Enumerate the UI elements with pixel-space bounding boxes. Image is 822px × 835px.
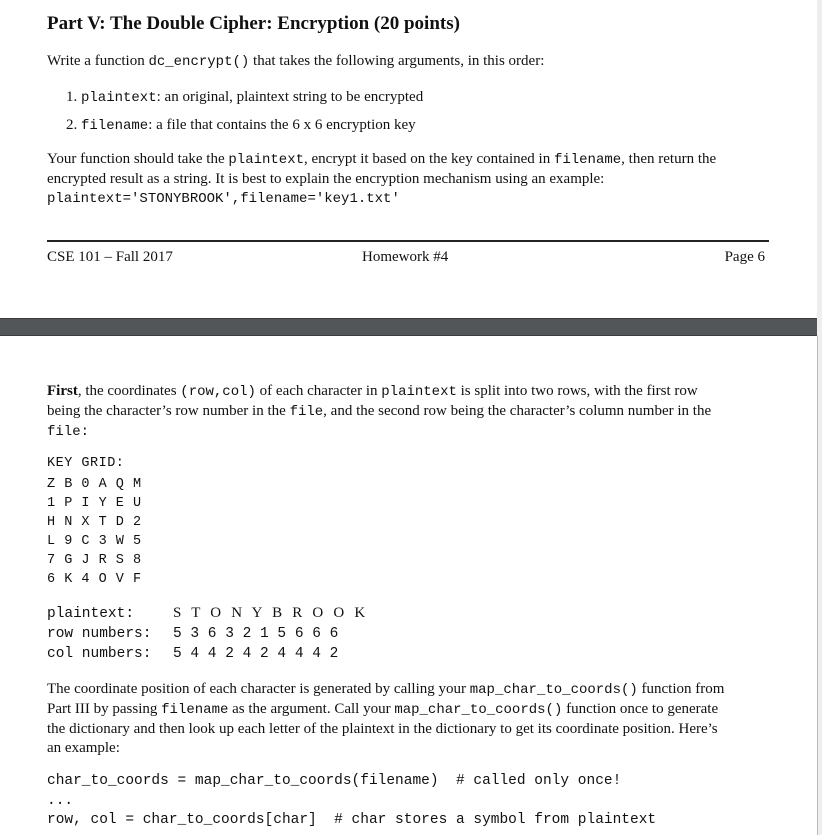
page-5-bottom (0, 0, 818, 318)
key-grid-row: 6 K 4 O V F (47, 572, 142, 587)
page-separator (0, 318, 822, 337)
col-numbers-values: 5 4 4 2 4 2 4 4 4 2 (173, 646, 339, 662)
intro-text: Write a function dc_encrypt() that takes the following arguments, in this order: (47, 53, 545, 70)
row-numbers-values: 5 3 6 3 2 1 5 6 6 6 (173, 626, 339, 642)
key-grid-label: KEY GRID: (47, 456, 125, 471)
key-grid-row: 7 G J R S 8 (47, 553, 142, 568)
plaintext-letters: S T O N Y B R O O K (173, 605, 369, 621)
key-grid-row: H N X T D 2 (47, 515, 142, 530)
argument-item: 1. plaintext: an original, plaintext string to be encrypted (66, 89, 424, 106)
row-numbers-label: row numbers: (47, 626, 152, 642)
code-line: ... (47, 793, 74, 809)
key-grid-row: Z B 0 A Q M (47, 477, 142, 492)
paragraph-coordinates: The coordinate position of each character is generated by calling your map_char_to_coords() function from Part III by passing filename as the argument. Call your map_char_to_coords() function once to generate the dictionary and then look up each letter of the plaintext in the dictionary to get its coordinate position. Here’s an example: (47, 681, 725, 756)
key-grid-row: L 9 C 3 W 5 (47, 534, 142, 549)
key-grid-row: 1 P I Y E U (47, 496, 142, 511)
argument-item: 2. filename: a file that contains the 6 x 6 encryption key (66, 117, 416, 134)
code-line: row, col = char_to_coords[char] # char stores a symbol from plaintext (47, 812, 657, 828)
footer-page-number: Page 6 (724, 249, 765, 265)
page-6-top (0, 336, 818, 835)
section-heading: Part V: The Double Cipher: Encryption (20 points) (47, 13, 460, 34)
footer-course: CSE 101 – Fall 2017 (47, 249, 173, 265)
footer-rule (47, 240, 769, 242)
plaintext-label: plaintext: (47, 606, 135, 622)
col-numbers-label: col numbers: (47, 646, 152, 662)
code-line: char_to_coords = map_char_to_coords(filename) # called only once! (47, 773, 622, 789)
footer-homework: Homework #4 (362, 249, 449, 265)
paragraph-first: First, the coordinates (row,col) of each character in plaintext is split into two rows, with the first row being the character’s row number in the file, and the second row being the character’s column number in the file: (47, 383, 712, 440)
paragraph-description: Your function should take the plaintext, encrypt it based on the key contained in filename, then return the encrypted result as a string. It is best to explain the encryption mechanism using an example: plaintext='STONYBROOK',filename='key1.txt' (47, 151, 717, 207)
